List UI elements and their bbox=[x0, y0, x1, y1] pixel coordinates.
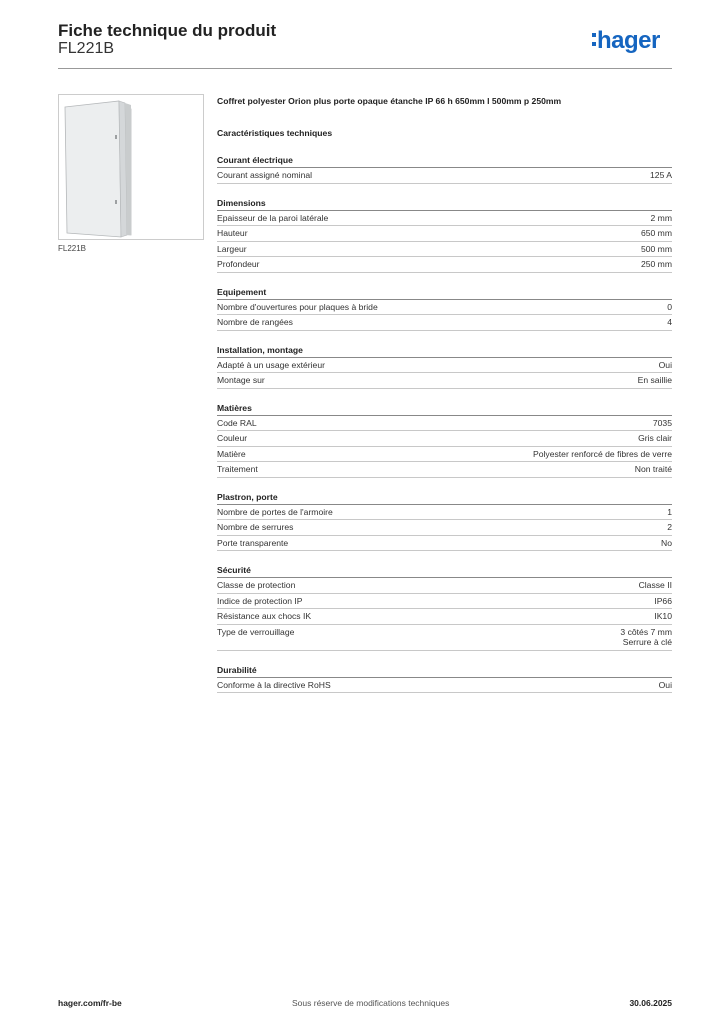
spec-label: Matière bbox=[217, 448, 246, 459]
spec-value bbox=[638, 433, 672, 444]
spec-value-line: Classe II bbox=[638, 580, 672, 590]
spec-value-line: IP66 bbox=[654, 595, 672, 606]
spec-row bbox=[217, 416, 672, 432]
spec-value bbox=[641, 228, 672, 239]
section-title: Dimensions bbox=[217, 198, 672, 211]
spec-row bbox=[217, 609, 672, 625]
spec-value bbox=[641, 259, 672, 270]
spec-value-line: 7035 bbox=[652, 417, 672, 428]
spec-section bbox=[217, 345, 672, 389]
spec-row bbox=[217, 462, 672, 478]
product-image bbox=[58, 94, 204, 240]
spec-value-line: 3 côtés 7 mm bbox=[620, 626, 672, 637]
section-title: Sécurité bbox=[217, 565, 672, 578]
spec-value bbox=[667, 317, 672, 328]
spec-value bbox=[659, 360, 672, 371]
spec-label: Indice de protection IP bbox=[217, 595, 303, 606]
spec-label: Courant assigné nominal bbox=[217, 170, 313, 180]
spec-label: Profondeur bbox=[217, 259, 260, 269]
spec-row bbox=[217, 373, 672, 389]
spec-row bbox=[217, 242, 672, 258]
spec-label: Nombre de rangées bbox=[217, 317, 293, 327]
spec-content bbox=[217, 96, 672, 693]
spec-value-line: Oui bbox=[658, 359, 672, 370]
footer-website[interactable]: hager.com/fr-be bbox=[58, 998, 122, 1008]
spec-label: Classe de protection bbox=[217, 580, 296, 590]
section-title: Durabilité bbox=[217, 665, 672, 678]
spec-row bbox=[217, 447, 672, 463]
spec-row bbox=[217, 300, 672, 316]
spec-value-line: Oui bbox=[658, 679, 672, 690]
spec-label: Largeur bbox=[217, 243, 247, 254]
spec-label: Résistance aux chocs IK bbox=[217, 611, 312, 621]
spec-value-line: 125 A bbox=[650, 170, 672, 180]
spec-row bbox=[217, 625, 672, 651]
spec-value-line: Polyester renforcé de fibres de verre bbox=[533, 448, 672, 459]
spec-value bbox=[659, 680, 672, 691]
spec-value bbox=[654, 611, 672, 622]
spec-value bbox=[667, 507, 672, 518]
spec-value-line: 0 bbox=[667, 301, 672, 312]
spec-row bbox=[217, 431, 672, 447]
spec-value bbox=[639, 580, 672, 591]
spec-label: Porte transparente bbox=[217, 537, 289, 548]
spec-value-line: 500 mm bbox=[640, 243, 672, 254]
spec-value bbox=[641, 244, 672, 255]
spec-value-line: 1 bbox=[667, 506, 672, 517]
spec-value-line: En saillie bbox=[637, 375, 672, 385]
spec-row bbox=[217, 257, 672, 273]
spec-row bbox=[217, 678, 672, 694]
page-title: Fiche technique du produit bbox=[58, 21, 277, 40]
spec-label: Nombre de serrures bbox=[217, 522, 294, 532]
spec-section bbox=[217, 565, 672, 651]
spec-label: Conforme à la directive RoHS bbox=[217, 679, 331, 690]
footer-notice: Sous réserve de modifications techniques bbox=[292, 998, 450, 1008]
product-description: Coffret polyester Orion plus porte opaque étanche IP 66 h 650mm l 500mm p 250mm bbox=[217, 96, 562, 106]
spec-row bbox=[217, 505, 672, 521]
spec-value-line: IK10 bbox=[654, 611, 672, 621]
spec-label: Nombre de portes de l'armoire bbox=[217, 506, 333, 517]
spec-label: Traitement bbox=[217, 464, 258, 474]
spec-label: Type de verrouillage bbox=[217, 626, 295, 637]
spec-value bbox=[635, 464, 672, 475]
logo-colon-icon bbox=[592, 33, 596, 51]
section-title: Installation, montage bbox=[217, 345, 672, 358]
spec-label: Code RAL bbox=[217, 417, 257, 428]
spec-label: Montage sur bbox=[217, 375, 265, 385]
spec-value bbox=[651, 213, 672, 224]
spec-sections bbox=[217, 155, 672, 693]
spec-section bbox=[217, 287, 672, 331]
spec-value-line: Gris clair bbox=[638, 433, 672, 443]
spec-value bbox=[650, 170, 672, 181]
section-title: Matières bbox=[217, 403, 672, 416]
spec-row bbox=[217, 358, 672, 374]
spec-section bbox=[217, 492, 672, 552]
spec-row bbox=[217, 520, 672, 536]
spec-label: Epaisseur de la paroi latérale bbox=[217, 212, 329, 223]
product-reference: FL221B bbox=[58, 40, 115, 57]
spec-value bbox=[533, 449, 672, 460]
spec-section bbox=[217, 155, 672, 184]
section-title: Equipement bbox=[217, 287, 672, 300]
spec-section bbox=[217, 198, 672, 273]
characteristics-heading: Caractéristiques techniques bbox=[217, 128, 333, 138]
spec-row bbox=[217, 594, 672, 610]
enclosure-illustration bbox=[59, 95, 203, 239]
spec-value bbox=[654, 596, 672, 607]
spec-value-line: 2 mm bbox=[650, 212, 672, 223]
spec-value bbox=[653, 418, 672, 429]
spec-value bbox=[667, 302, 672, 313]
logo-text: hager bbox=[597, 27, 660, 54]
spec-value-line: Serrure à clé bbox=[622, 637, 672, 647]
spec-row bbox=[217, 226, 672, 242]
spec-row bbox=[217, 536, 672, 552]
spec-value bbox=[638, 375, 672, 386]
spec-label: Nombre d'ouvertures pour plaques à bride bbox=[217, 301, 378, 312]
spec-value-line: 250 mm bbox=[640, 259, 672, 269]
image-caption: FL221B bbox=[58, 244, 87, 253]
spec-value bbox=[661, 538, 672, 549]
spec-row bbox=[217, 578, 672, 594]
spec-value bbox=[667, 522, 672, 533]
hager-logo bbox=[592, 26, 660, 56]
spec-label: Hauteur bbox=[217, 228, 248, 238]
spec-section bbox=[217, 665, 672, 694]
spec-row bbox=[217, 211, 672, 227]
spec-label: Couleur bbox=[217, 433, 248, 443]
spec-row bbox=[217, 315, 672, 331]
section-title: Plastron, porte bbox=[217, 492, 672, 505]
spec-row bbox=[217, 168, 672, 184]
section-title: Courant électrique bbox=[217, 155, 672, 168]
spec-value-line: 2 bbox=[667, 522, 672, 532]
spec-value-line: 4 bbox=[667, 317, 672, 327]
spec-value-line: Non traité bbox=[634, 464, 672, 474]
header-divider bbox=[58, 68, 672, 69]
footer-date: 30.06.2025 bbox=[629, 998, 672, 1008]
spec-value-line: 650 mm bbox=[640, 228, 672, 238]
spec-value-line: No bbox=[661, 537, 672, 548]
spec-label: Adapté à un usage extérieur bbox=[217, 359, 325, 370]
spec-value bbox=[620, 627, 672, 648]
spec-section bbox=[217, 403, 672, 478]
